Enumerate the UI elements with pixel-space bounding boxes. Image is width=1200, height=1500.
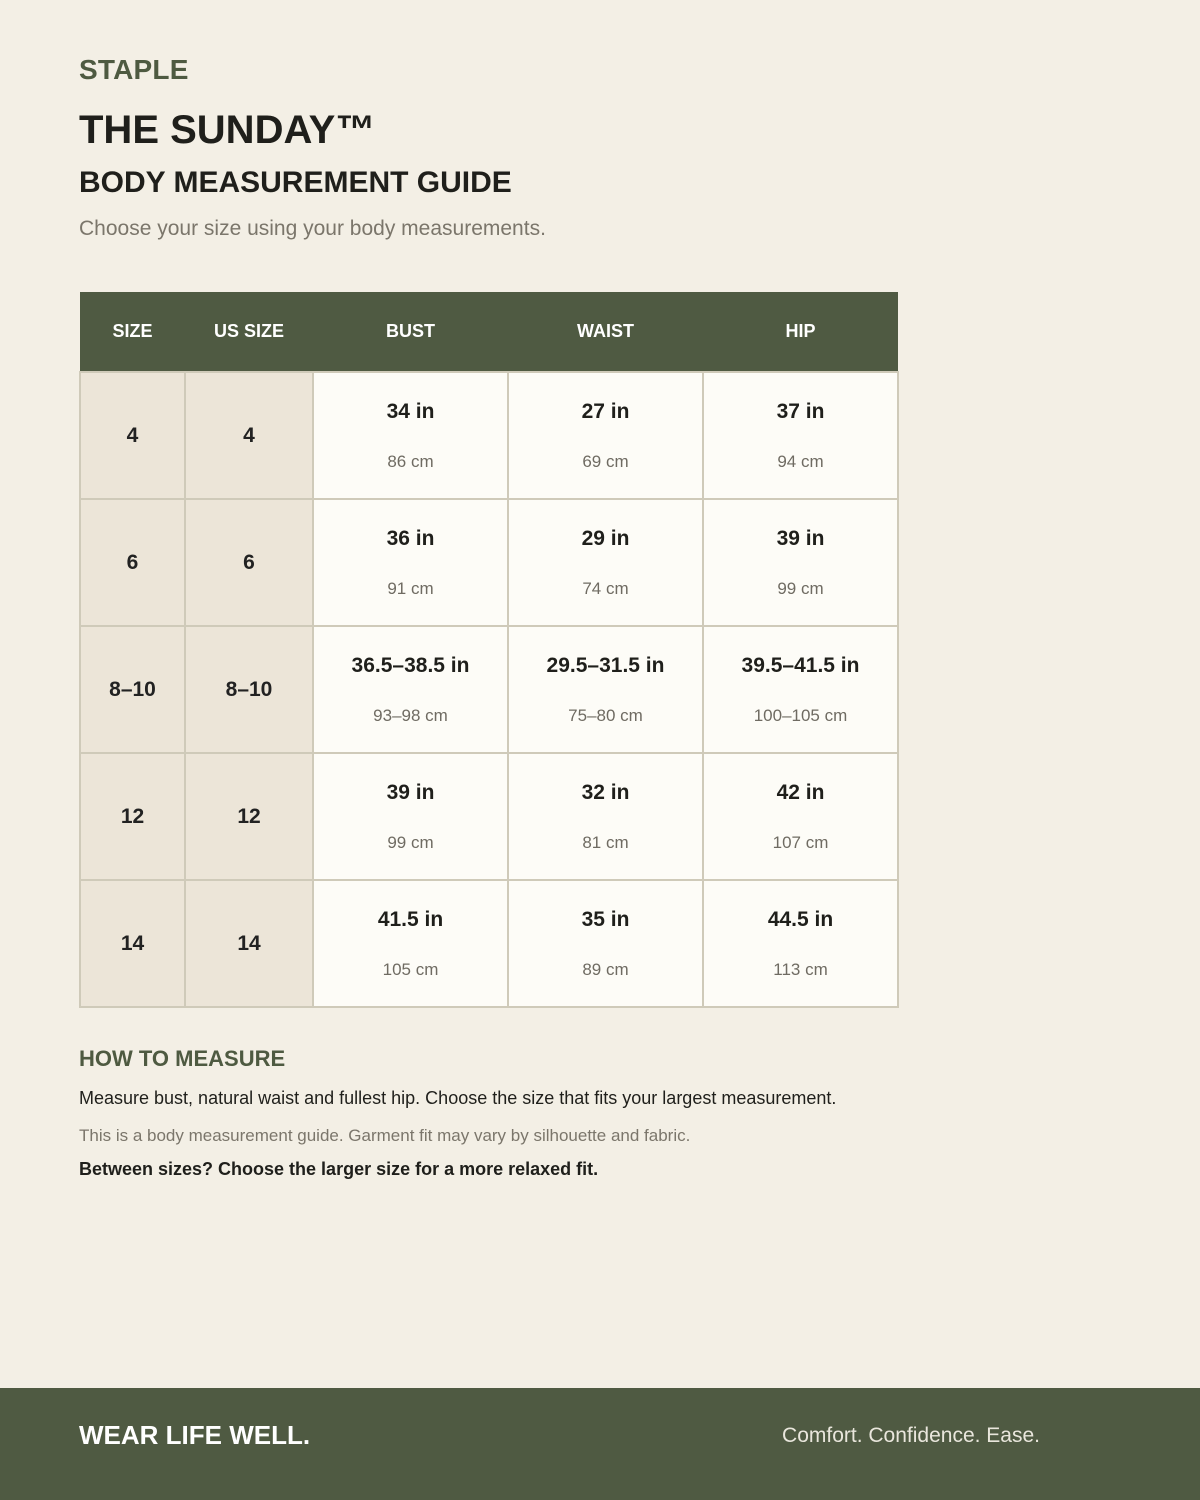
header-hip: HIP (703, 292, 898, 372)
header-waist: WAIST (508, 292, 703, 372)
us-size-cell: 6 (185, 499, 313, 626)
size-cell: 12 (80, 753, 185, 880)
footer-tagline: WEAR LIFE WELL. (79, 1420, 311, 1450)
us-size-cell: 4 (185, 372, 313, 499)
waist-cm: 81 cm (582, 832, 629, 852)
hip-cm: 113 cm (773, 959, 828, 979)
size-cell: 14 (80, 880, 185, 1007)
hip-cm: 100–105 cm (753, 705, 848, 725)
table-body (80, 372, 898, 1007)
hip-cell (703, 372, 898, 499)
how-to-measure-heading: HOW TO MEASURE (79, 1046, 286, 1071)
waist-cm: 74 cm (582, 578, 629, 598)
bust-cell (313, 626, 508, 753)
waist-cm: 69 cm (582, 451, 629, 471)
page-subtitle: BODY MEASUREMENT GUIDE (79, 166, 512, 199)
waist-inches: 35 in (581, 907, 630, 931)
table-row (80, 626, 898, 753)
hip-inches: 42 in (776, 780, 825, 804)
brand-name: STAPLE (79, 54, 189, 85)
us-size-cell: 14 (185, 880, 313, 1007)
bust-inches: 36.5–38.5 in (351, 653, 470, 677)
size-chart-table (79, 292, 899, 1008)
table-header (80, 292, 898, 372)
bust-inches: 39 in (386, 780, 435, 804)
bust-cell (313, 499, 508, 626)
hip-cm: 99 cm (777, 578, 824, 598)
waist-cm: 89 cm (582, 959, 629, 979)
footer-slogan: Comfort. Confidence. Ease. (782, 1424, 1040, 1447)
bust-cm: 91 cm (387, 578, 434, 598)
table-row (80, 753, 898, 880)
bust-inches: 34 in (386, 399, 435, 423)
waist-cell (508, 880, 703, 1007)
waist-inches: 32 in (581, 780, 630, 804)
bust-cm: 93–98 cm (373, 705, 448, 725)
bust-cell (313, 753, 508, 880)
hip-cell (703, 499, 898, 626)
hip-cell (703, 880, 898, 1007)
waist-cm: 75–80 cm (568, 705, 643, 725)
how-to-measure-instruction: Measure bust, natural waist and fullest hip. Choose the size that fits your largest measurement. (79, 1088, 837, 1108)
us-size-cell: 8–10 (185, 626, 313, 753)
waist-cell (508, 372, 703, 499)
bust-inches: 36 in (386, 526, 435, 550)
hip-cm: 94 cm (777, 451, 824, 471)
header-bust: BUST (313, 292, 508, 372)
waist-inches: 29 in (581, 526, 630, 550)
intro-text: Choose your size using your body measurements. (79, 217, 546, 240)
size-cell: 6 (80, 499, 185, 626)
hip-cm: 107 cm (772, 832, 829, 852)
header-row (80, 292, 898, 372)
hip-inches: 44.5 in (767, 907, 834, 931)
hip-inches: 39 in (776, 526, 825, 550)
page-title: THE SUNDAY™ (79, 108, 376, 152)
waist-cell (508, 753, 703, 880)
header-us-size: US SIZE (185, 292, 313, 372)
bust-cell (313, 372, 508, 499)
bust-cm: 99 cm (387, 832, 434, 852)
waist-cell (508, 626, 703, 753)
waist-inches: 29.5–31.5 in (546, 653, 665, 677)
bust-cm: 105 cm (382, 959, 439, 979)
hip-inches: 39.5–41.5 in (741, 653, 860, 677)
hip-inches: 37 in (776, 399, 825, 423)
how-to-measure-tip: Between sizes? Choose the larger size for a more relaxed fit. (79, 1159, 599, 1179)
us-size-cell: 12 (185, 753, 313, 880)
header-size: SIZE (80, 292, 185, 372)
bust-cm: 86 cm (387, 451, 434, 471)
waist-cell (508, 499, 703, 626)
how-to-measure-disclaimer: This is a body measurement guide. Garment fit may vary by silhouette and fabric. (79, 1126, 691, 1145)
bust-inches: 41.5 in (377, 907, 444, 931)
table-row (80, 880, 898, 1007)
waist-inches: 27 in (581, 399, 630, 423)
hip-cell (703, 753, 898, 880)
table-row (80, 499, 898, 626)
hip-cell (703, 626, 898, 753)
footer-bar (0, 1388, 1200, 1500)
size-cell: 4 (80, 372, 185, 499)
size-cell: 8–10 (80, 626, 185, 753)
bust-cell (313, 880, 508, 1007)
table-row (80, 372, 898, 499)
